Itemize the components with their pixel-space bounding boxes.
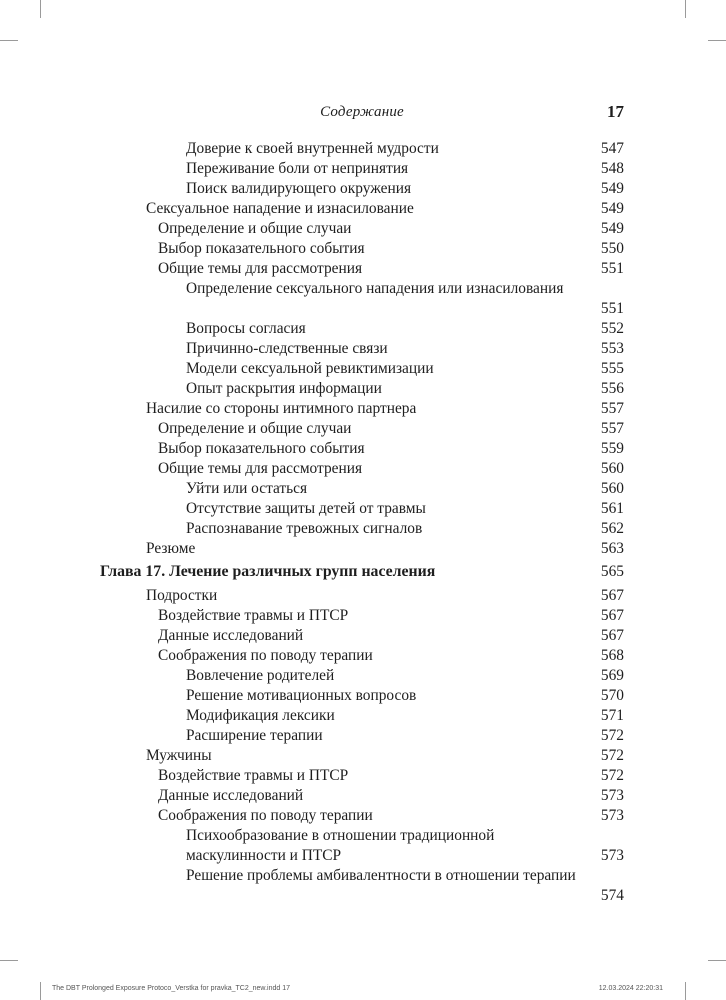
toc-entry-page: 556: [600, 380, 624, 397]
toc-entry: [100, 139, 624, 159]
table-of-contents: [100, 139, 624, 906]
toc-entry-page: 574: [600, 887, 624, 904]
toc-entry: [100, 479, 624, 499]
toc-entry-title: Соображения по поводу терапии: [158, 647, 373, 664]
toc-entry: [100, 866, 624, 906]
toc-entry-page: 570: [600, 687, 624, 704]
toc-entry: [100, 339, 624, 359]
toc-entry: [100, 766, 624, 786]
toc-entry-page: 571: [600, 707, 624, 724]
toc-entry-page: 561: [600, 500, 624, 517]
toc-entry-title: Решение мотивационных вопросов: [186, 687, 417, 704]
toc-entry-page: 573: [600, 787, 624, 804]
toc-entry-title: Сексуальное нападение и изнасилование: [146, 200, 414, 217]
toc-entry-page: 567: [600, 627, 624, 644]
toc-entry-page: 549: [600, 220, 624, 237]
toc-entry-page: 573: [600, 807, 624, 824]
toc-entry-title: Данные исследований: [158, 627, 304, 644]
toc-entry-title: Определение сексуального нападения или изнасилования: [186, 280, 564, 297]
toc-chapter-entry: [100, 562, 624, 586]
toc-entry: [100, 159, 624, 179]
toc-entry-page: 562: [600, 520, 624, 537]
toc-entry-title: Насилие со стороны интимного партнера: [146, 400, 417, 417]
toc-entry: [100, 459, 624, 479]
toc-entry: [100, 826, 624, 866]
toc-entry-page: 572: [600, 747, 624, 764]
toc-entry: [100, 606, 624, 626]
toc-entry: [100, 646, 624, 666]
toc-entry: [100, 359, 624, 379]
crop-mark: [0, 40, 18, 41]
toc-entry-page: 565: [600, 563, 624, 580]
toc-entry: [100, 626, 624, 646]
toc-entry: [100, 319, 624, 339]
toc-entry-title: Переживание боли от непринятия: [186, 160, 409, 177]
toc-entry-title: Общие темы для рассмотрения: [158, 460, 363, 477]
toc-entry-page: 547: [600, 140, 624, 157]
toc-entry-page: 568: [600, 647, 624, 664]
toc-entry-page: 559: [600, 440, 624, 457]
toc-entry-title: Распознавание тревожных сигналов: [186, 520, 423, 537]
crop-mark: [708, 960, 726, 961]
crop-mark: [708, 40, 726, 41]
toc-entry-page: 567: [600, 607, 624, 624]
toc-entry-title: Отсутствие защиты детей от травмы: [186, 500, 426, 517]
toc-entry-page: 557: [600, 400, 624, 417]
running-head: [100, 104, 624, 124]
toc-entry: [100, 786, 624, 806]
footer-slug: [0, 985, 726, 997]
toc-entry: [100, 279, 624, 319]
toc-entry: [100, 379, 624, 399]
toc-entry-title: Расширение терапии: [186, 727, 323, 744]
toc-entry-title: Доверие к своей внутренней мудрости: [186, 140, 439, 157]
toc-entry-page: 572: [600, 727, 624, 744]
crop-mark: [0, 960, 18, 961]
toc-entry-title: Уйти или остаться: [186, 480, 308, 497]
toc-entry-title: Соображения по поводу терапии: [158, 807, 373, 824]
toc-entry: [100, 239, 624, 259]
toc-entry-page: 548: [600, 160, 624, 177]
toc-entry-page: 549: [600, 180, 624, 197]
toc-entry: [100, 746, 624, 766]
page-number: 17: [607, 102, 624, 121]
toc-entry: [100, 726, 624, 746]
crop-mark: [40, 0, 41, 18]
toc-entry: [100, 419, 624, 439]
toc-entry: [100, 519, 624, 539]
toc-entry: [100, 806, 624, 826]
toc-entry: [100, 666, 624, 686]
toc-entry-page: 551: [600, 300, 624, 317]
toc-entry-title: Причинно-следственные связи: [186, 340, 388, 357]
toc-entry-page: 567: [600, 587, 624, 604]
toc-entry-page: 550: [600, 240, 624, 257]
toc-entry-page: 573: [600, 847, 624, 864]
toc-entry-title: Воздействие травмы и ПТСР: [158, 607, 349, 624]
toc-entry-title: Данные исследований: [158, 787, 304, 804]
toc-entry-page: 549: [600, 200, 624, 217]
toc-entry-title: Глава 17. Лечение различных групп населения: [100, 563, 436, 580]
toc-entry-page: 569: [600, 667, 624, 684]
toc-entry-page: 563: [600, 540, 624, 557]
running-head-title: Содержание: [320, 104, 404, 120]
toc-entry-page: 555: [600, 360, 624, 377]
toc-entry-title: Вопросы согласия: [186, 320, 306, 337]
toc-entry-page: 553: [600, 340, 624, 357]
toc-entry-page: 552: [600, 320, 624, 337]
toc-entry: [100, 439, 624, 459]
toc-entry-page: 560: [600, 460, 624, 477]
toc-entry: [100, 259, 624, 279]
toc-entry-title: Модели сексуальной ревиктимизации: [186, 360, 434, 377]
toc-entry-title: Общие темы для рассмотрения: [158, 260, 363, 277]
toc-entry-title: Мужчины: [146, 747, 212, 764]
toc-entry-page: 557: [600, 420, 624, 437]
toc-entry-title: Резюме: [146, 540, 196, 557]
slug-timestamp: 12.03.2024 22:20:31: [598, 985, 663, 992]
toc-entry: [100, 219, 624, 239]
slug-file-info: The DBT Prolonged Exposure Protoco_Verstka for pravka_TC2_new.indd 17: [52, 985, 291, 992]
toc-entry-title: Выбор показательного события: [158, 440, 365, 457]
toc-entry: [100, 706, 624, 726]
crop-mark: [685, 0, 686, 18]
toc-entry-title: Воздействие травмы и ПТСР: [158, 767, 349, 784]
toc-entry: [100, 539, 624, 559]
toc-entry-title: Определение и общие случаи: [158, 220, 352, 237]
toc-entry-title: Подростки: [146, 587, 218, 604]
toc-entry-title: Выбор показательного события: [158, 240, 365, 257]
toc-entry: [100, 179, 624, 199]
toc-entry-title: Психообразование в отношении традиционной маскулинности и ПТСР: [186, 827, 495, 864]
toc-entry-title: Определение и общие случаи: [158, 420, 352, 437]
toc-entry: [100, 499, 624, 519]
toc-entry-title: Решение проблемы амбивалентности в отношении терапии: [186, 867, 576, 884]
toc-entry-page: 551: [600, 260, 624, 277]
toc-entry-page: 572: [600, 767, 624, 784]
toc-entry: [100, 399, 624, 419]
toc-entry-title: Вовлечение родителей: [186, 667, 335, 684]
toc-entry-title: Опыт раскрытия информации: [186, 380, 382, 397]
toc-entry-title: Поиск валидирующего окружения: [186, 180, 412, 197]
toc-entry: [100, 199, 624, 219]
toc-entry-page: 560: [600, 480, 624, 497]
toc-entry-title: Модификация лексики: [186, 707, 335, 724]
toc-entry: [100, 586, 624, 606]
toc-entry: [100, 686, 624, 706]
